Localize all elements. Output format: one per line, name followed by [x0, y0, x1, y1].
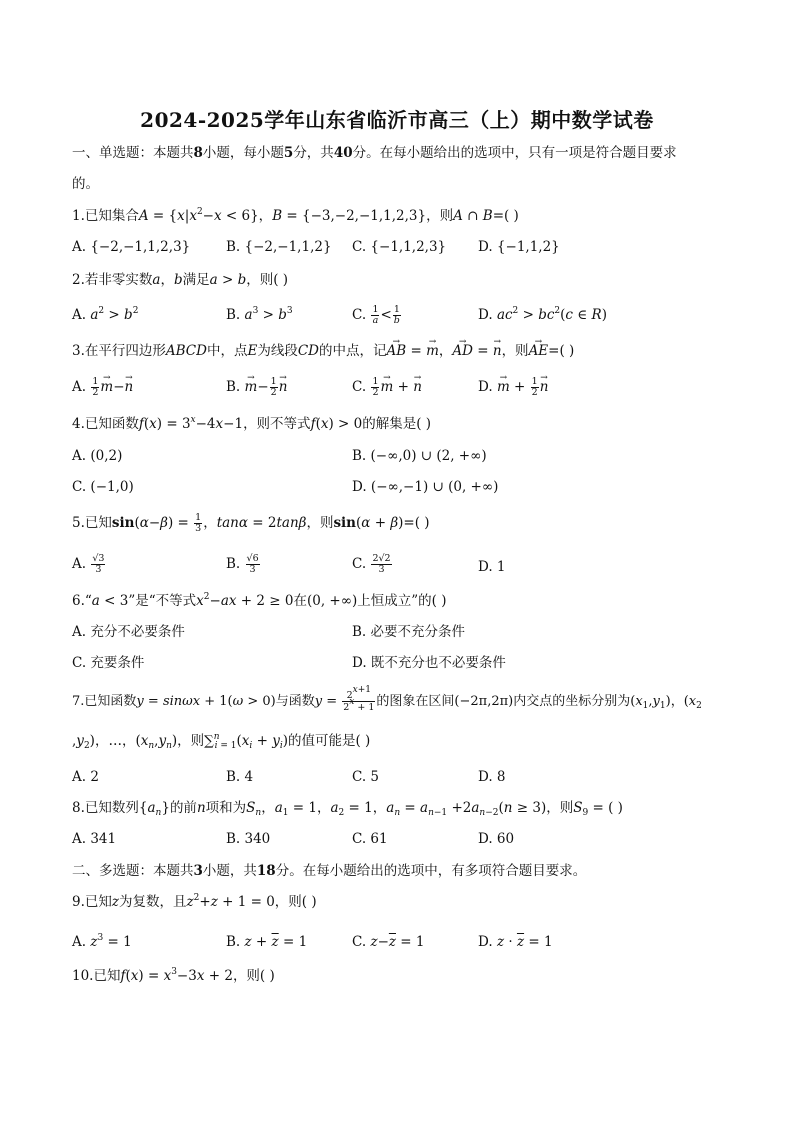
q4-option-a: A. (0,2)	[72, 448, 123, 464]
question-5: 5.已知sin(α−β) = $\frac{1}{3}$ ，tanα = 2tanβ，则sin(α + β)=( )	[72, 512, 430, 534]
question-7-cont: $,y_2$)，…，$(x_n,y_n)$，则$\sum^n_{i = 1}(x_i + y_i)$的值可能是( )	[72, 732, 371, 751]
question-9: 9.已知z为复数，且$z^2+z + 1 = 0$，则( )	[72, 893, 317, 910]
q8-option-b: B. 340	[226, 831, 271, 847]
question-6: 6.“a < 3”是“不等式$x^2-ax + 2 \ge 0$在(0, +∞)上恒成立”的( )	[72, 592, 447, 609]
q6-option-c: C. 充要条件	[72, 655, 145, 671]
q3-option-a: A. $\frac{1}{2}$ → m−→ n	[72, 377, 133, 398]
q8-option-a: A. 341	[72, 831, 117, 847]
q5-option-a: A. $\frac{√3}{3}$	[72, 553, 105, 575]
q5-option-c: C. $\frac{2√2}{3}$	[352, 553, 391, 575]
question-7: 7.已知函数y = sinωx + 1(ω > 0)与函数y = $\frac{2^{x+1}}{2^x + 1}$ 的图象在区间(−2π,2π)内交点的坐标分别为$(x_1,y_1)$，($x_2$	[72, 685, 702, 713]
exam-title: 2024-2025学年山东省临沂市高三（上）期中数学试卷	[140, 108, 654, 132]
q7-option-a: A. 2	[72, 769, 99, 785]
question-8: 8.已知数列$\{a_n\}$的前n项和为$S_n$，$a_1 = 1$，$a_2 = 1$，$a_n = a_{n-1} +2a_{n-2}(n \ge 3)$，则$S_9$ = ( )	[72, 800, 623, 818]
q2-option-a: A. $a^2 > b^2$	[72, 306, 139, 323]
section2-heading: 二、多选题：本题共3小题，共18分。在每小题给出的选项中，有多项符合题目要求。	[72, 863, 587, 879]
q6-option-a: A. 充分不必要条件	[72, 624, 185, 640]
question-1: 1.已知集合$A = \{x|x^2-x < 6\}$，B = {−3,−2,−1,1,2,3}，则A ∩ B=( )	[72, 207, 519, 224]
q1-option-d: D. {−1,1,2}	[478, 239, 560, 255]
q5-option-d: D. 1	[478, 559, 506, 575]
q9-option-d: D. $z \cdot \overline{z} = 1$	[478, 934, 553, 950]
q6-option-b: B. 必要不充分条件	[352, 624, 466, 640]
q2-option-c: C. $\frac{1}{a}$ < $\frac{1}{b}$	[352, 304, 400, 326]
q4-option-d: D. (−∞,−1) ∪ (0, +∞)	[352, 479, 499, 495]
q7-option-b: B. 4	[226, 769, 254, 785]
q5-option-b: B. $\frac{√6}{3}$	[226, 553, 259, 575]
q6-option-d: D. 既不充分也不必要条件	[352, 655, 506, 671]
q9-option-a: A. $z^3 = 1$	[72, 933, 132, 950]
q4-option-c: C. (−1,0)	[72, 479, 134, 495]
q3-option-b: B. → m− $\frac{1}{2}$ → n	[226, 377, 287, 398]
q9-option-c: C. $z-\overline{z} = 1$	[352, 934, 425, 950]
q3-option-c: C. $\frac{1}{2}$ → m + → n	[352, 377, 422, 398]
question-2: 2.若非零实数a，b满足a > b，则( )	[72, 272, 289, 288]
q2-option-b: B. $a^3 > b^3$	[226, 306, 293, 323]
q7-option-c: C. 5	[352, 769, 380, 785]
section1-heading-cont: 的。	[72, 176, 99, 192]
q4-option-b: B. (−∞,0) ∪ (2, +∞)	[352, 448, 487, 464]
question-10: 10.已知$f(x) = x^3-3x + 2$，则( )	[72, 967, 275, 984]
section1-heading: 一、单选题：本题共8小题，每小题5分，共40分。在每小题给出的选项中，只有一项是符合题目要求	[72, 145, 677, 161]
q1-option-c: C. {−1,1,2,3}	[352, 239, 447, 255]
q9-option-b: B. $z + \overline{z} = 1$	[226, 934, 308, 950]
question-4: 4.已知函数$f(x) = 3^x-4x-1$，则不等式f(x) > 0的解集是( )	[72, 415, 432, 432]
q3-option-d: D. → m + $\frac{1}{2}$ → n	[478, 377, 548, 398]
q2-option-d: D. $ac^2 > bc^2(c$ ∈ R)	[478, 306, 607, 323]
question-3: 3.在平行四边形ABCD中，点E为线段CD的中点，记→ AB = → m，→ AD = → n，则→ AE=( )	[72, 341, 574, 361]
q8-option-c: C. 61	[352, 831, 388, 847]
q1-option-a: A. {−2,−1,1,2,3}	[72, 239, 191, 255]
q7-option-d: D. 8	[478, 769, 506, 785]
q8-option-d: D. 60	[478, 831, 515, 847]
q1-option-b: B. {−2,−1,1,2}	[226, 239, 332, 255]
